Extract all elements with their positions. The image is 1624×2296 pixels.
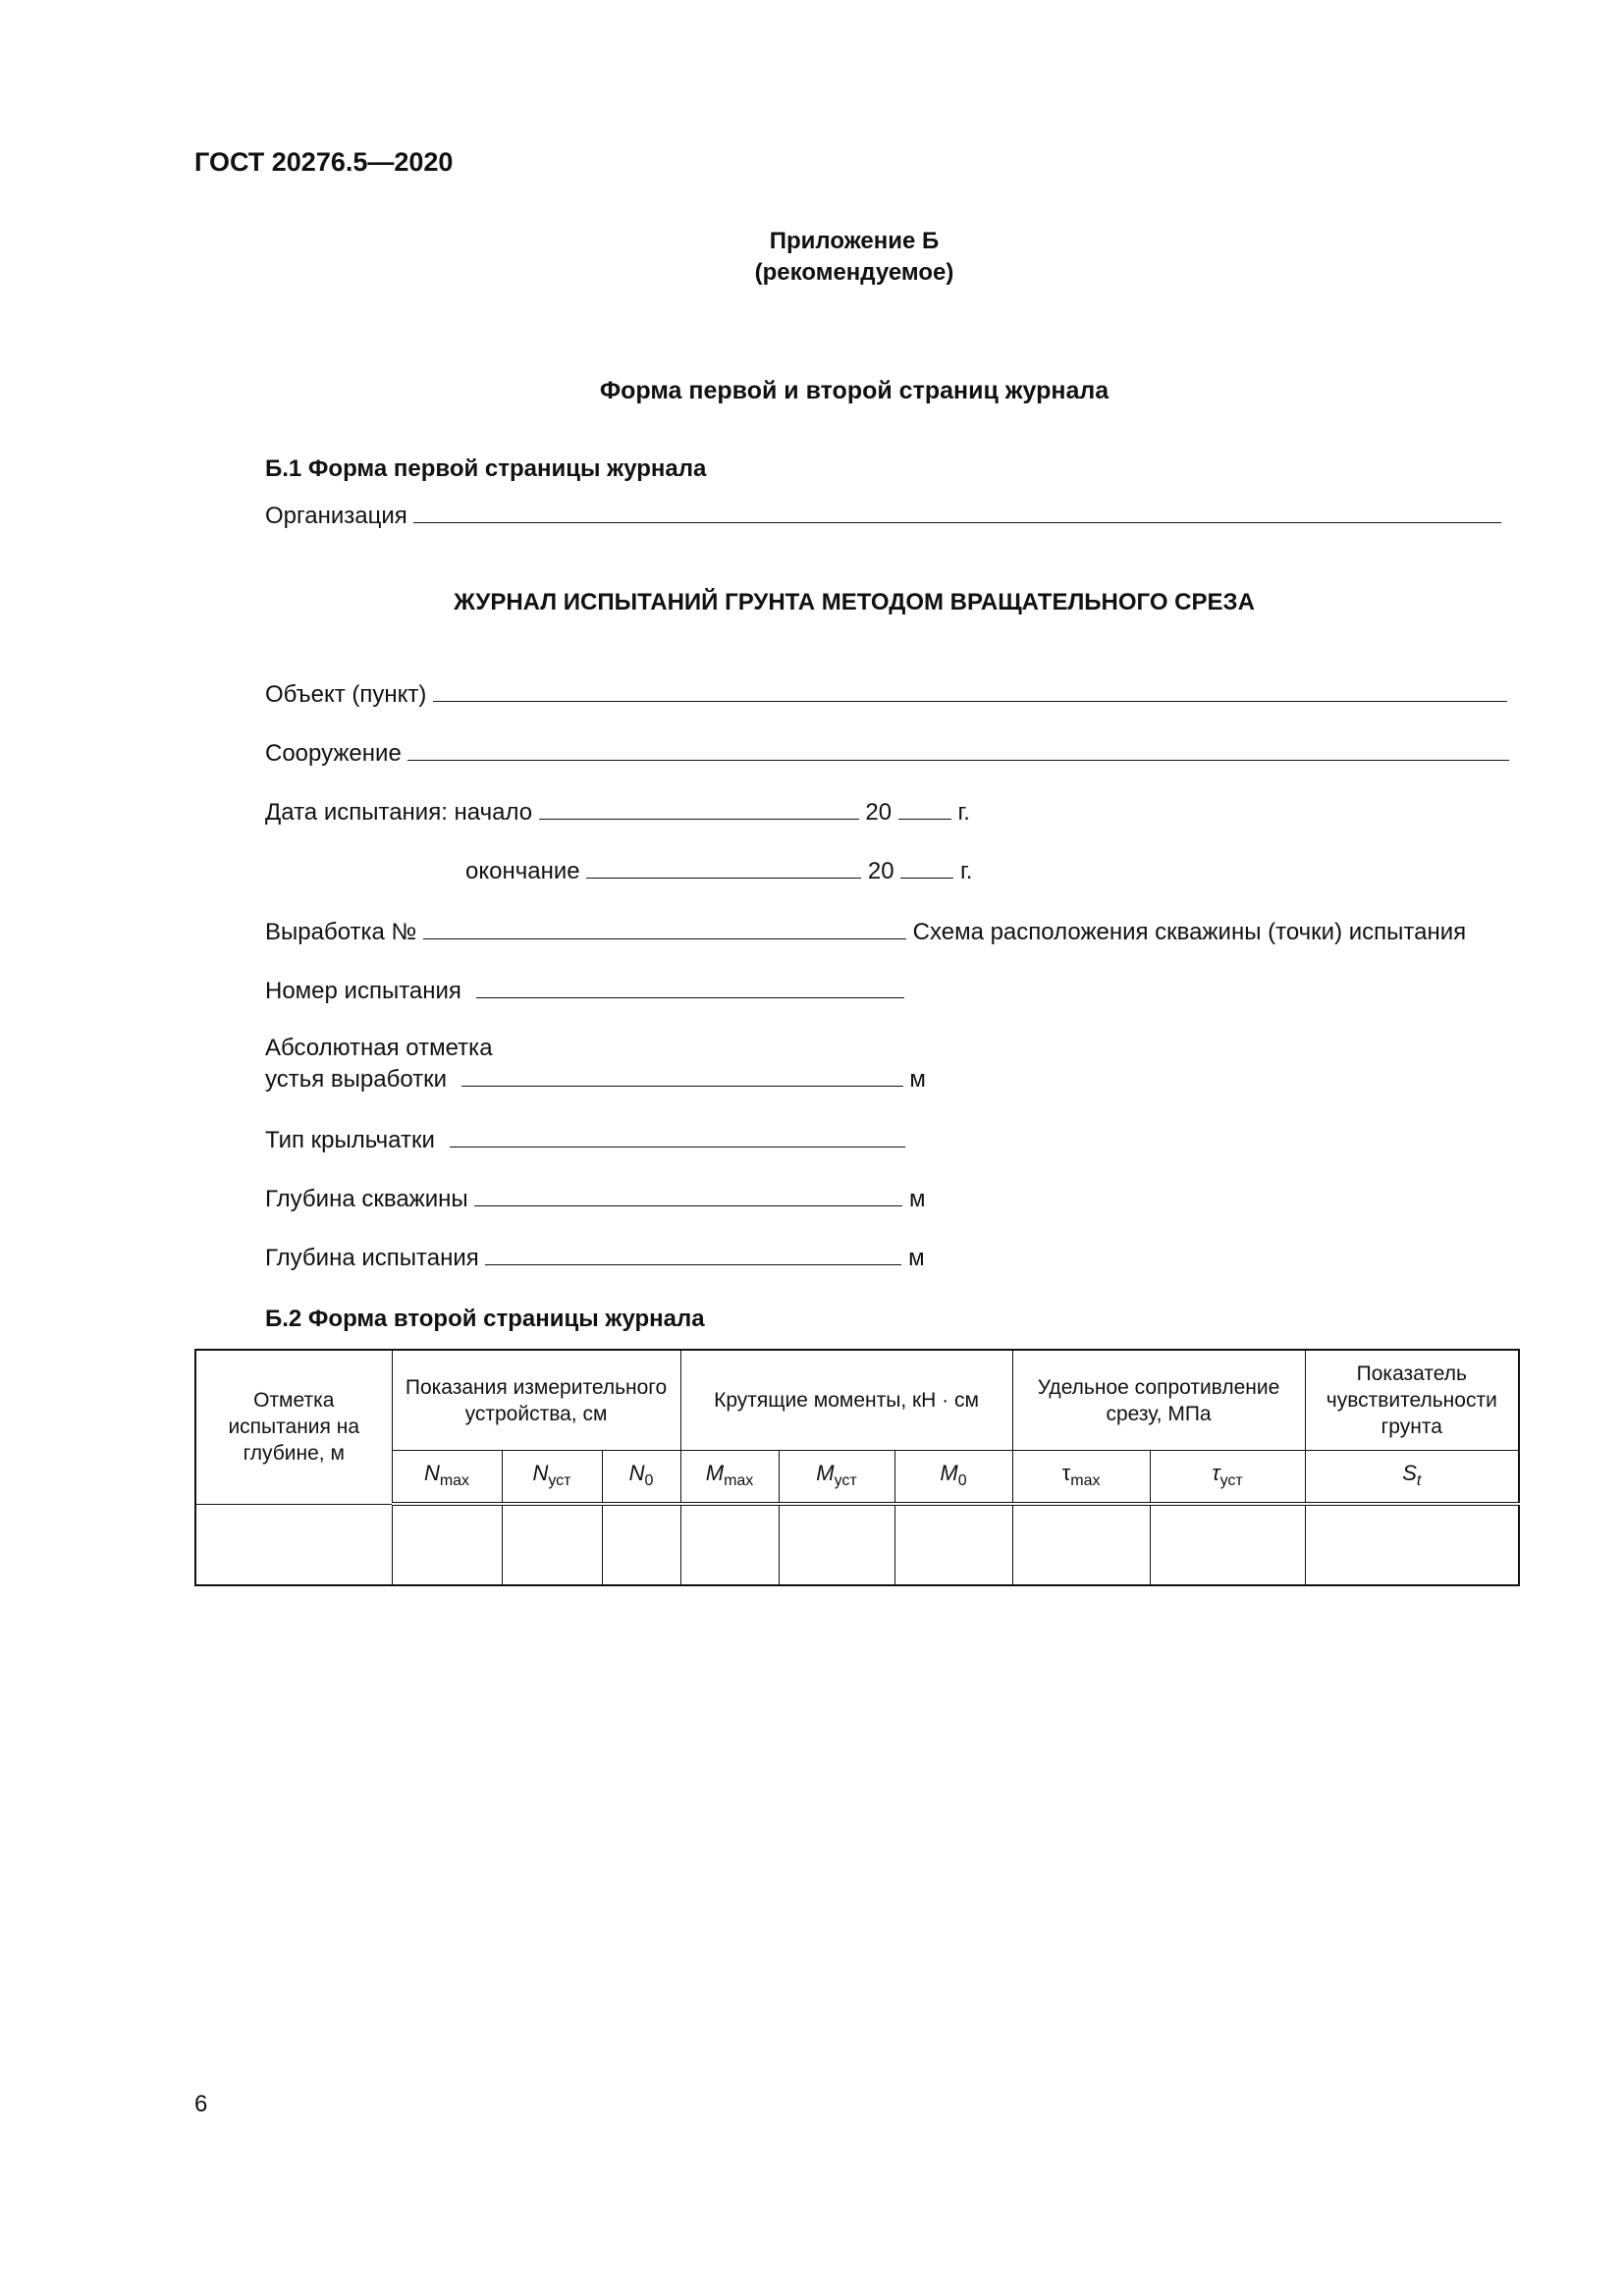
col-m-max: $M_{max}$ [680, 1451, 779, 1505]
borehole-depth-label: Глубина скважины [265, 1186, 468, 1212]
structure-line [407, 738, 1509, 761]
test-number-field [265, 976, 904, 1005]
col-tau-max: $\tau_{max}$ [1012, 1451, 1150, 1505]
col-n-0: $N_0$ [602, 1451, 680, 1505]
year-prefix: 20 [867, 858, 894, 884]
excavation-line [423, 917, 906, 939]
table-cell [680, 1504, 779, 1585]
date-start-field [265, 797, 970, 827]
table-row [195, 1504, 1519, 1585]
section-2-title: Б.2 Форма второй страницы журнала [265, 1306, 705, 1332]
col-n-ust: $N_{уст}$ [502, 1451, 602, 1505]
structure-field [265, 738, 1509, 768]
date-end-field [465, 856, 972, 885]
abs-mark-field [265, 1064, 926, 1094]
unit-m: м [908, 1186, 926, 1212]
vane-type-field [265, 1125, 905, 1154]
year-suffix: г. [957, 799, 970, 826]
page-number: 6 [194, 2091, 208, 2117]
structure-label: Сооружение [265, 740, 402, 767]
abs-mark-label: устья выработки [265, 1066, 448, 1093]
vane-type-line [450, 1125, 905, 1148]
col-n-max: $N_{max}$ [392, 1451, 502, 1505]
excavation-field [265, 917, 1466, 946]
excavation-label: Выработка № [265, 919, 417, 945]
scheme-label: Схема расположения скважины (точки) испытания [912, 919, 1467, 945]
col-resistance-header: Удельное сопротивление срезу, МПа [1012, 1350, 1305, 1451]
test-depth-line [485, 1243, 901, 1265]
organization-field [265, 501, 1501, 530]
year-start-line [898, 797, 951, 820]
form-title: Форма первой и второй страниц журнала [599, 377, 1110, 404]
year-suffix: г. [959, 858, 973, 884]
year-prefix: 20 [865, 799, 893, 826]
col-torques-header: Крутящие моменты, кН · см [680, 1350, 1012, 1451]
object-field [265, 679, 1507, 709]
test-number-label: Номер испытания [265, 978, 461, 1004]
table-cell [1305, 1504, 1519, 1585]
organization-label: Организация [265, 503, 407, 529]
col-m-ust: $M_{уст}$ [779, 1451, 894, 1505]
borehole-depth-line [474, 1184, 902, 1206]
unit-m: м [908, 1245, 925, 1271]
date-start-line [539, 797, 859, 820]
borehole-depth-field [265, 1184, 925, 1213]
col-mark-header: Отметка испытания на глубине, м [195, 1350, 392, 1504]
vane-type-label: Тип крыльчатки [265, 1127, 435, 1153]
annex-title: Приложение Б [769, 228, 940, 254]
date-start-label: Дата испытания: начало [265, 799, 533, 826]
journal-title: ЖУРНАЛ ИСПЫТАНИЙ ГРУНТА МЕТОДОМ ВРАЩАТЕЛЬНОГО СРЕЗА [454, 589, 1255, 615]
object-label: Объект (пункт) [265, 681, 427, 708]
table-cell [195, 1504, 392, 1585]
test-number-line [476, 976, 904, 998]
table-cell [502, 1504, 602, 1585]
abs-mark-label-line-1: Абсолютная отметка [265, 1035, 493, 1061]
unit-m: м [909, 1066, 926, 1093]
col-tau-ust: $\tau_{уст}$ [1150, 1451, 1305, 1505]
table-cell [392, 1504, 502, 1585]
table-cell [602, 1504, 680, 1585]
document-code: ГОСТ 20276.5—2020 [194, 147, 454, 177]
test-depth-label: Глубина испытания [265, 1245, 479, 1271]
table-cell [779, 1504, 894, 1585]
organization-line [413, 501, 1501, 523]
col-s-t: $S_t$ [1305, 1451, 1519, 1505]
annex-status: (рекомендуемое) [754, 259, 954, 286]
section-1-title: Б.1 Форма первой страницы журнала [265, 455, 707, 482]
col-sensitivity-header: Показатель чувствительности грунта [1305, 1350, 1519, 1451]
date-end-label: окончание [465, 858, 580, 884]
annex-heading [0, 226, 1624, 289]
table-cell [1150, 1504, 1305, 1585]
date-end-line [586, 856, 861, 879]
table-cell [1012, 1504, 1150, 1585]
object-line [433, 679, 1507, 702]
test-depth-field [265, 1243, 925, 1272]
abs-mark-line [461, 1064, 903, 1087]
year-end-line [900, 856, 953, 879]
table-cell [894, 1504, 1012, 1585]
col-m-0: $M_0$ [894, 1451, 1012, 1505]
col-readings-header: Показания измерительного устройства, см [392, 1350, 680, 1451]
journal-page-2-table [194, 1349, 1520, 1586]
